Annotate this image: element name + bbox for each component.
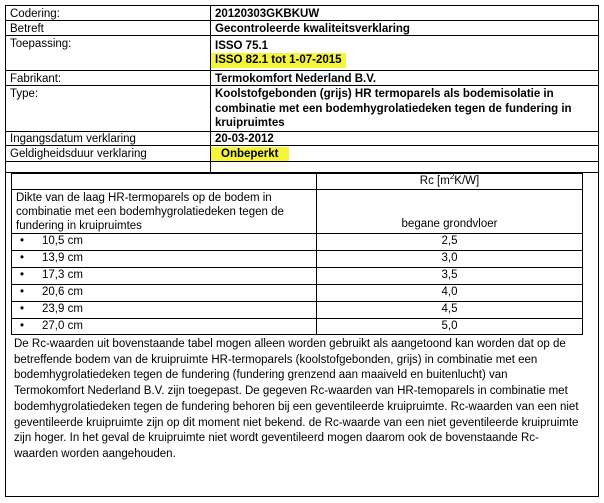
value-codering: 20120303GKBKUW bbox=[215, 8, 320, 20]
row-toepassing bbox=[6, 36, 598, 71]
rc-value: 3,5 bbox=[441, 269, 458, 281]
rc-unit-suffix: K/W] bbox=[454, 175, 480, 187]
row-ingangsdatum bbox=[6, 132, 598, 146]
thickness-value: 20,6 cm bbox=[42, 286, 83, 298]
begane-grondvloer-header: begane grondvloer bbox=[401, 218, 498, 230]
table-row bbox=[12, 302, 582, 319]
rc-unit-sup: 2 bbox=[449, 172, 455, 182]
rc-value: 4,0 bbox=[441, 286, 458, 298]
rc-value: 3,0 bbox=[441, 252, 458, 264]
bullet-icon: • bbox=[20, 320, 25, 332]
rc-unit-prefix: Rc [m bbox=[419, 175, 450, 187]
thickness-value: 10,5 cm bbox=[42, 235, 83, 247]
row-type bbox=[6, 86, 598, 132]
thickness-value: 27,0 cm bbox=[42, 320, 83, 332]
table-row bbox=[12, 285, 582, 302]
table-row bbox=[12, 319, 582, 334]
label-toepassing: Toepassing: bbox=[6, 36, 211, 70]
rc-table-unit-spacer bbox=[12, 174, 317, 189]
thickness-cell bbox=[12, 285, 317, 301]
label-ingangsdatum: Ingangsdatum verklaring bbox=[6, 132, 211, 145]
value-toepassing-line1: ISSO 75.1 bbox=[215, 40, 269, 52]
thickness-cell bbox=[12, 302, 317, 318]
label-betreft: Betreft bbox=[6, 21, 211, 35]
rc-table-unit-row bbox=[12, 174, 582, 190]
row-spacer bbox=[6, 162, 598, 173]
value-geldigheidsduur-text: Onbeperkt bbox=[211, 147, 289, 161]
bullet-icon: • bbox=[20, 303, 25, 315]
rc-table-header-row bbox=[12, 190, 582, 234]
thickness-value: 23,9 cm bbox=[42, 303, 83, 315]
thickness-cell bbox=[12, 251, 317, 267]
footnote-paragraph: De Rc-waarden uit bovenstaande tabel mogen alleen worden gebruikt als aangetoond kan worden dat op de betreffende bodem van de kruipruimte HR-termoparels (koolstofgebonden, grijs) in combinatie met een bodemhygrolatiedeken tegen de fundering (fundering grenzend aan maaiveld en buitenlucht) van Termokomfort Nederland B.V. zijn toegepast. De gegeven Rc-waarden van HR-temoparels in combinatie met bodemhygrolatiedeken tegen de fundering behoren bij een geventileerde kruipruimte. Rc-waarden van een niet geventileerde kruipruimte zijn op dit moment niet bekend. de Rc-waarde van een niet geventileerde kruipruimte zijn hoger. In het geval de kruipruimte niet wordt geventileerd mogen daarom ook de bovenstaande Rc-waarden worden aangehouden. bbox=[14, 338, 579, 460]
thickness-cell bbox=[12, 234, 317, 250]
row-codering bbox=[6, 6, 598, 21]
value-toepassing bbox=[211, 36, 598, 70]
table-row bbox=[12, 268, 582, 285]
spacer-label bbox=[6, 162, 211, 172]
rc-value: 4,5 bbox=[441, 303, 458, 315]
value-toepassing-line2: ISSO 82.1 tot 1-07-2015 bbox=[211, 53, 346, 68]
rc-value: 5,0 bbox=[441, 320, 458, 332]
bullet-icon: • bbox=[20, 269, 25, 281]
declaration-document bbox=[5, 5, 599, 497]
thickness-cell bbox=[12, 319, 317, 334]
thickness-value: 13,9 cm bbox=[42, 252, 83, 264]
table-row bbox=[12, 234, 582, 251]
rc-value: 2,5 bbox=[441, 235, 458, 247]
rc-table bbox=[11, 173, 583, 335]
value-ingangsdatum: 20-03-2012 bbox=[215, 133, 274, 145]
label-fabrikant: Fabrikant: bbox=[6, 71, 211, 85]
rc-unit-header bbox=[317, 174, 582, 189]
thickness-column-header: Dikte van de laag HR-termoparels op de bodem in combinatie met een bodemhygrolatiedeken tegen de fundering in kruipruimtes bbox=[12, 190, 317, 233]
value-geldigheidsduur bbox=[211, 146, 598, 161]
thickness-cell bbox=[12, 268, 317, 284]
label-geldigheidsduur: Geldigheidsduur verklaring bbox=[6, 146, 211, 161]
bullet-icon: • bbox=[20, 252, 25, 264]
label-codering: Codering: bbox=[6, 6, 211, 20]
label-type: Type: bbox=[6, 86, 211, 131]
table-row bbox=[12, 251, 582, 268]
row-geldigheidsduur bbox=[6, 146, 598, 162]
value-fabrikant: Termokomfort Nederland B.V. bbox=[215, 73, 377, 85]
row-betreft bbox=[6, 21, 598, 36]
value-betreft: Gecontroleerde kwaliteitsverklaring bbox=[215, 23, 410, 35]
value-type: Koolstofgebonden (grijs) HR termoparels als bodemisolatie in combinatie met een bodemhygrolatiedeken tegen de fundering in kruipruimtes bbox=[215, 88, 572, 129]
thickness-value: 17,3 cm bbox=[42, 269, 83, 281]
row-fabrikant bbox=[6, 71, 598, 86]
bullet-icon: • bbox=[20, 235, 25, 247]
bullet-icon: • bbox=[20, 286, 25, 298]
